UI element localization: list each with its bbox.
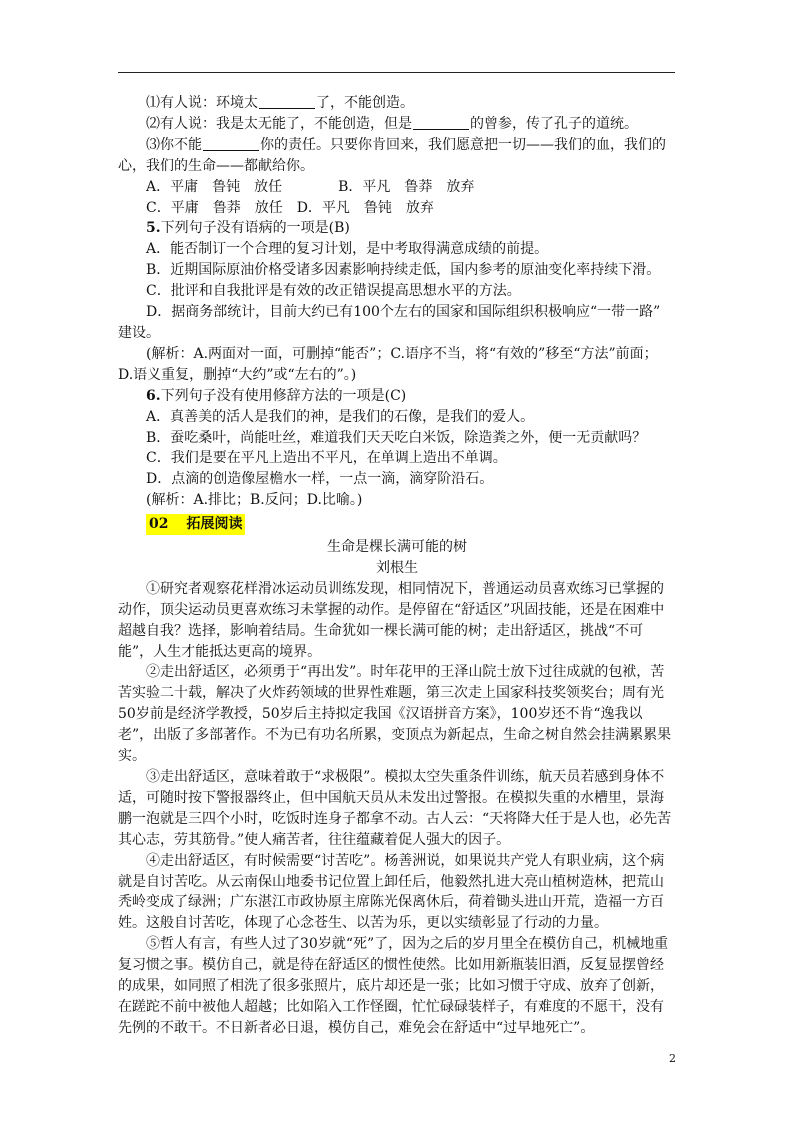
article-paragraph-1: ①研究者观察花样滑冰运动员训练发现，相同情况下，普通运动员喜欢练习已掌握的动作，顶尖运动员更喜欢练习未掌握的动作。是停留在“舒适区”巩固技能，还是在困难中超越自我？选择，影响着结局。生命犹如一棵长满可能的树；走出舒适区，挑战“不可能”，人生才能抵达更高的境界。 [118, 580, 665, 660]
article-author: 刘根生 [376, 559, 418, 576]
section-number: 02 [149, 516, 169, 533]
fill-line-2 [118, 114, 676, 135]
blank [203, 136, 259, 151]
q6-option-b: B．蚕吃桑叶，尚能吐丝，难道我们天天吃白米饭，除造粪之外，便一无贡献吗？ [146, 429, 647, 446]
q5-analysis: (解析：A.两面对一面，可删掉“能否”；C.语序不当，将“有效的”移至“方法”前面； [146, 345, 658, 362]
article-paragraph-4: ④走出舒适区，有时候需要“讨苦吃”。杨善洲说，如果说共产党人有职业病，这个病就是自讨苦吃。从云南保山地委书记位置上卸任后，他毅然扎进大亮山植树造林，把荒山秃岭变成了绿洲；广东湛江市政协原主席陈光保离休后，荷着锄头进山开荒，造福一方百姓。这般自讨苦吃，体现了心念苍生、以苦为乐，更以实绩彰显了行动的力量。 [118, 852, 665, 932]
question-stem: 下列句子没有语病的一项是(B) [160, 220, 350, 237]
header-rule [118, 72, 675, 73]
fill-line-4: 心，我们的生命——都献给你。 [118, 157, 314, 174]
q6-analysis: (解析：A.排比；B.反问；D.比喻。) [146, 492, 363, 509]
q6-option-c: C．我们是要在平凡上造出不平凡，在单调上造出不单调。 [146, 450, 507, 467]
q5-option-c: C．批评和自我批评是有效的改正错误提高思想水平的方法。 [146, 283, 521, 300]
options-ab: A．平庸 鲁钝 放任 B．平凡 鲁莽 放弃 [146, 178, 475, 195]
options-cd: C．平庸 鲁莽 放任 D．平凡 鲁钝 放弃 [146, 199, 434, 216]
page-content [118, 93, 676, 1039]
section-title: 拓展阅读 [186, 516, 243, 533]
article-title: 生命是棵长满可能的树 [327, 539, 467, 556]
question-stem: 下列句子没有使用修辞方法的一项是(C) [160, 387, 407, 404]
text: 的曾参，传了孔子的道统。 [470, 115, 638, 132]
question-6 [118, 386, 676, 407]
text: 了，不能创造。 [316, 95, 414, 111]
q5-option-b: B．近期国际原油价格受诸多因素影响持续走低，国内参考的原油变化率持续下滑。 [146, 262, 661, 279]
question-number: 6. [146, 387, 161, 404]
q6-option-d: D．点滴的创造像屋檐水一样，一点一滴，滴穿阶沿石。 [146, 471, 494, 488]
q5-option-d: D．据商务部统计，目前大约已有100个左右的国家和国际组织积极响应“一带一路” [146, 304, 661, 321]
question-number: 5. [146, 220, 161, 237]
article-paragraph-5: ⑤哲人有言，有些人过了30岁就“死”了，因为之后的岁月里全在模仿自己，机械地重复习惯之事。模仿自己，就是待在舒适区的惯性使然。比如用新瓶装旧酒，反复显摆曾经的成果，如同照了相洗了很多张照片，底片却还是一张；比如习惯于守成、放弃了创新，在蹉跎不前中被他人超越；比如陷入工作怪圈，忙忙碌碌装样子，有难度的不愿干，没有先例的不敢干。不日新者必日退，模仿自己，难免会在舒适中“过早地死亡”。 [118, 936, 669, 1036]
fill-line-1 [118, 93, 676, 114]
question-5 [118, 218, 676, 239]
section-badge [146, 514, 245, 535]
article-paragraph-3: ③走出舒适区，意味着敢于“求极限”。模拟太空失重条件训练，航天员若感到身体不适，可随时按下警报器终止，但中国航天员从未发出过警报。在模拟失重的水槽里，景海鹏一泡就是三四个小时，吃饭时连身子都拿不动。古人云：“天将降大任于是人也，必先苦其心志，劳其筋骨。”使人痛苦者，往往蕴藏着促人强大的因子。 [118, 769, 672, 848]
q6-option-a: A．真善美的活人是我们的神，是我们的石像，是我们的爱人。 [146, 408, 535, 425]
text: ⑵有人说：我是太无能了，不能创造，但是 [146, 115, 412, 132]
page-number: 2 [669, 1052, 676, 1065]
blank [259, 94, 315, 109]
blank [413, 115, 469, 130]
q5-option-d-cont: 建设。 [118, 324, 160, 341]
fill-line-3 [118, 135, 676, 156]
text: ⑶你不能 [146, 136, 202, 153]
q5-option-a: A．能否制订一个合理的复习计划，是中考取得满意成绩的前提。 [146, 241, 549, 258]
article-paragraph-2: ②走出舒适区，必须勇于“再出发”。时年花甲的王泽山院士放下过往成就的包袱，苦苦实验二十载，解决了火炸药领域的世界性难题，第三次走上国家科技奖领奖台；周有光50岁前是经济学教授，50岁后主持拟定我国《汉语拼音方案》，100岁还不肯“逸我以老”，出版了多部著作。不为已有功名所累，变顶点为新起点，生命之树自然会挂满累累果实。 [118, 664, 672, 765]
text: ⑴有人说：环境太 [146, 95, 258, 111]
q5-analysis-cont: D.语义重复，删掉“大约”或“左右的”。) [118, 366, 357, 383]
section-header [118, 511, 676, 537]
text: 你的责任。只要你肯回来，我们愿意把一切——我们的血，我们的 [260, 136, 666, 153]
